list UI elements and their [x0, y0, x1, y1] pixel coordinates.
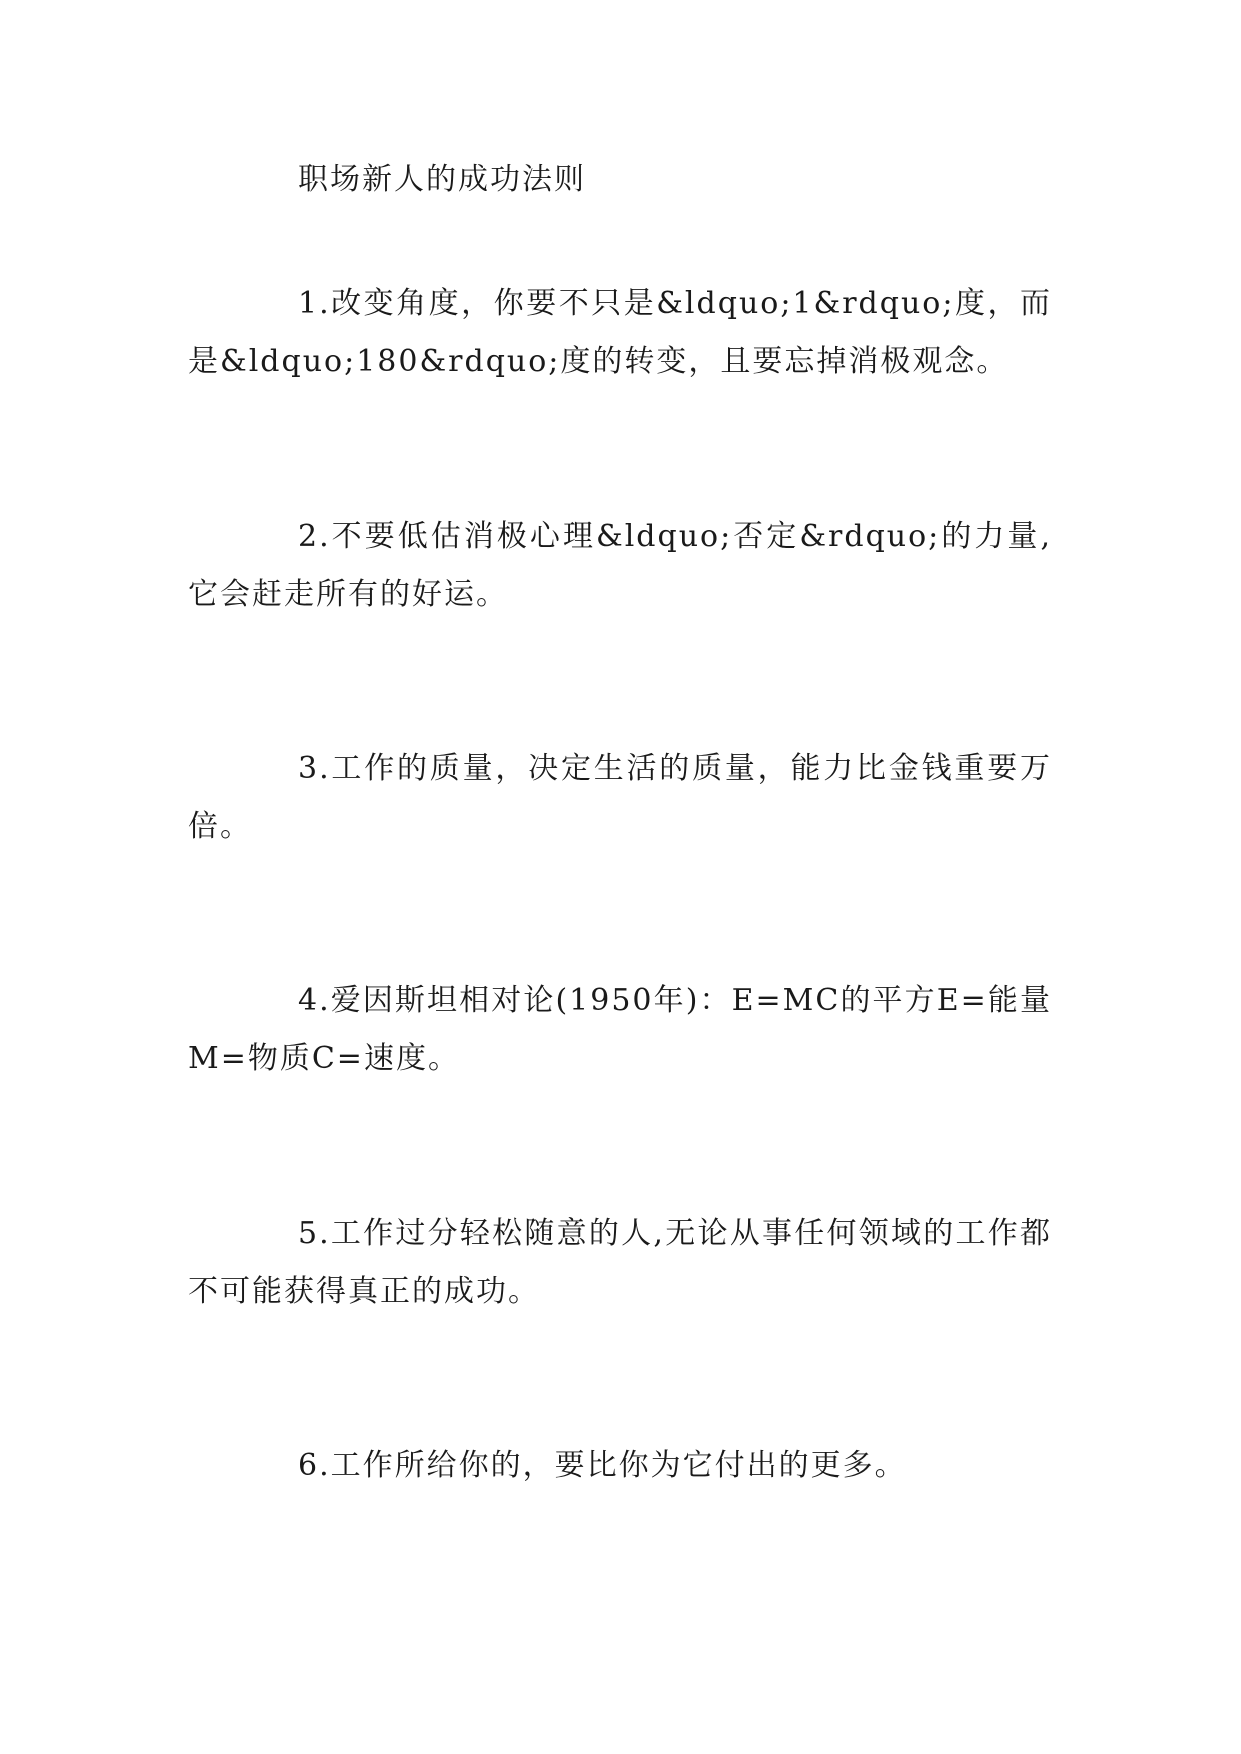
paragraph-5: 5.工作过分轻松随意的人,无论从事任何领域的工作都不可能获得真正的成功。	[188, 1216, 1052, 1309]
paragraph-1: 1.改变角度，你要不只是&ldquo;1&rdquo;度，而是&ldquo;180&rdquo;度的转变，且要忘掉消极观念。	[188, 286, 1052, 379]
paragraph-2: 2.不要低估消极心理&ldquo;否定&rdquo;的力量,它会赶走所有的好运。	[188, 519, 1052, 612]
paragraph-6: 6.工作所给你的，要比你为它付出的更多。	[298, 1448, 907, 1483]
paragraph-3: 3.工作的质量，决定生活的质量，能力比金钱重要万倍。	[188, 751, 1052, 844]
document-title: 职场新人的成功法则	[298, 162, 586, 197]
paragraph-4: 4.爱因斯坦相对论(1950年)：E=MC的平方E=能量M=物质C=速度。	[188, 983, 1052, 1076]
